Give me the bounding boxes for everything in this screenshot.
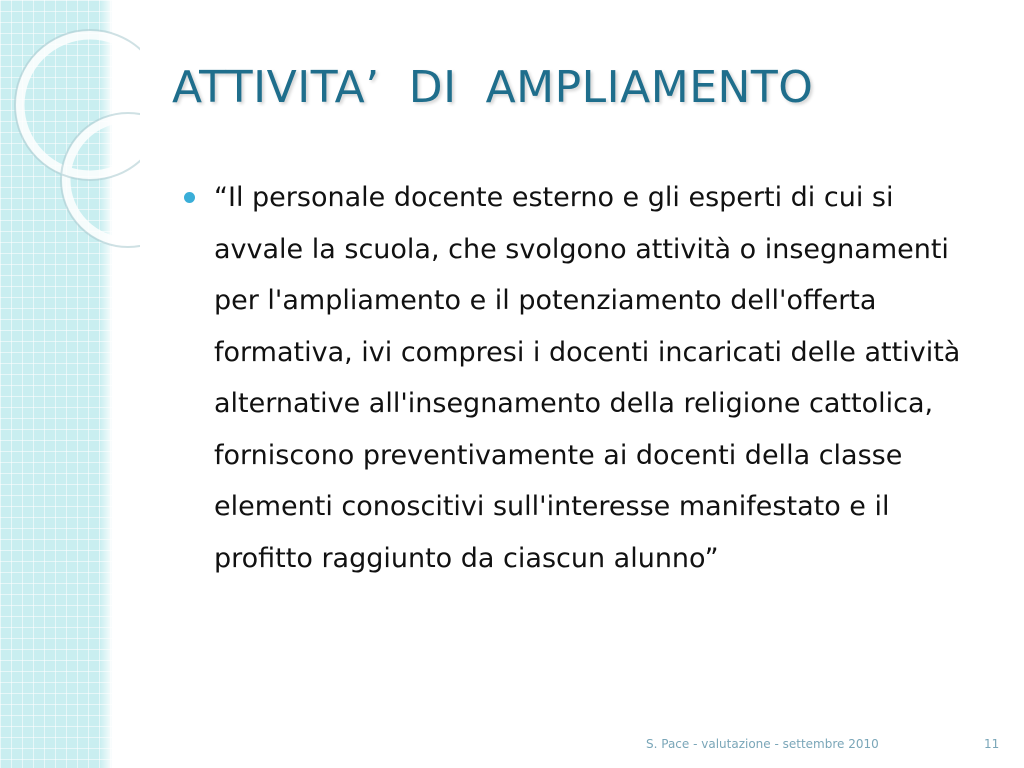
page-number: 11 (984, 737, 1000, 751)
slide-title: ATTIVITA’ DI AMPLIAMENTO (172, 62, 814, 113)
bullet-icon (184, 192, 195, 203)
bullet-item (182, 172, 982, 584)
bullet-list (182, 172, 982, 584)
decorative-rings (0, 0, 140, 300)
bullet-text: “Il personale docente esterno e gli esperti di cui si avvale la scuola, che svolgono attività o insegnamenti per l'ampliamento e il potenziamento dell'offerta formativa, ivi compresi i docenti incaricati delle attività alternative all'insegnamento della religione cattolica, forniscono preventivamente ai docenti della classe elementi conoscitivi sull'interesse manifestato e il profitto raggiunto da ciascun alunno” (214, 182, 961, 574)
footer-text: S. Pace - valutazione - settembre 2010 (646, 737, 879, 751)
